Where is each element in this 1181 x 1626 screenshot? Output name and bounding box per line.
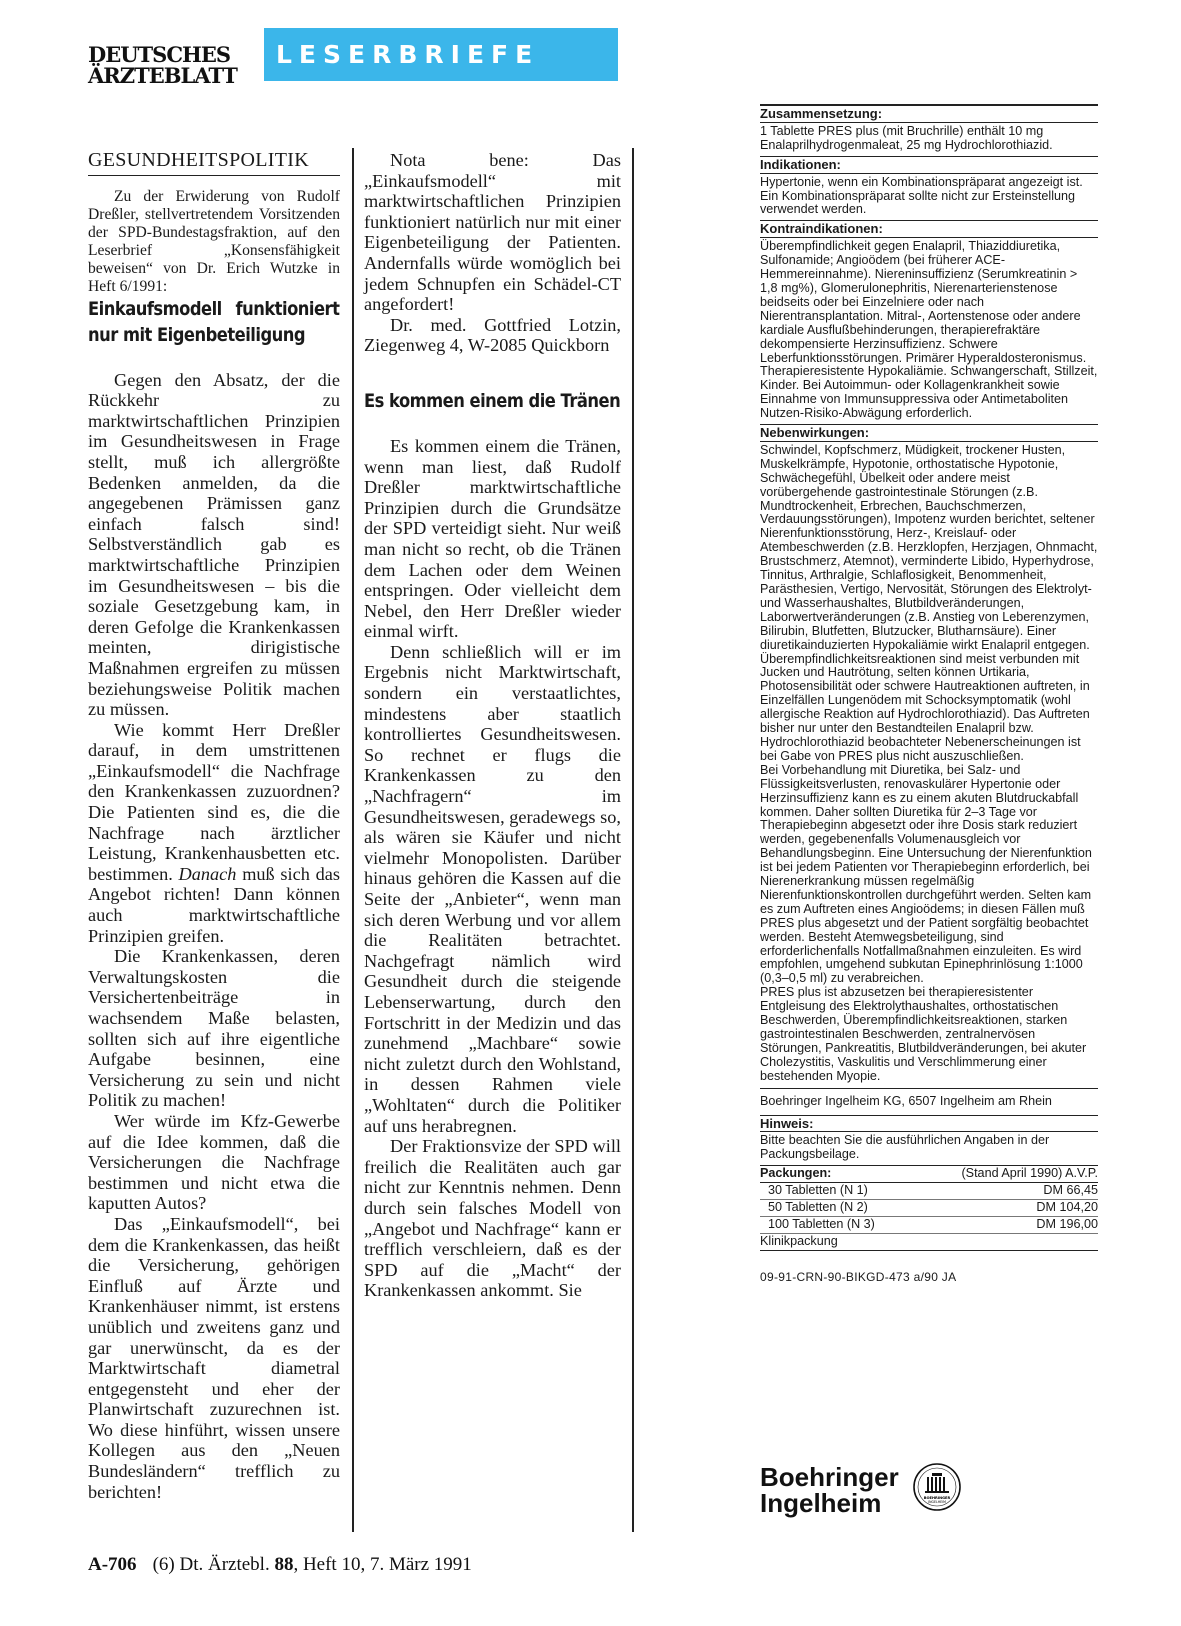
letter1-paragraph: Das „Einkaufsmodell“, bei dem die Krankenkassen, das heißt die Versicherung, gehörigen Einfluß auf Ärzte und Krankenhäuser nimmt, ist erstens unüblich und zweitens ganz und gar unerwünscht, da es der Marktwirtschaft diametral entgegensteht und eher der Planwirtschaft zuzurechnen ist. Wo diese hinführt, wissen unsere Kollegen aus den „Neuen Bundesländern“ trefflich zu berichten! [88, 1213, 340, 1502]
column-2 [364, 150, 621, 1301]
rx-heading-indikationen: Indikationen: [760, 156, 1098, 174]
rx-heading-kontraindikationen: Kontraindikationen: [760, 220, 1098, 238]
pack-label: 100 Tabletten (N 3) [768, 1216, 875, 1231]
letter1-paragraph: Die Krankenkassen, deren Verwaltungskosten die Versichertenbeiträge in wachsendem Maße belasten, sollten sich auf ihre eigentliche Aufgabe besinnen, eine Versicherung zu sein und nicht Politik zu machen! [88, 946, 340, 1111]
letter1-signature: Dr. med. Gottfried Lotzin, Ziegenweg 4, W-2085 Quickborn [364, 314, 621, 356]
masthead [88, 44, 237, 86]
section-banner: LESERBRIEFE [264, 28, 618, 81]
letter2-paragraph: Der Fraktionsvize der SPD will freilich die Realitäten auch gar nicht zur Kenntnis nehmen. Denn durch sein falsches Modell von „Angebot und Nachfrage“ kann er trefflich verschleiern, daß es der SPD auf die „Macht“ der Krankenkassen ankommt. Sie [364, 1136, 621, 1301]
rx-heading-nebenwirkungen: Nebenwirkungen: [760, 424, 1098, 442]
masthead-line1: DEUTSCHES [88, 42, 231, 67]
pack-row [760, 1217, 1098, 1234]
citation: , Heft 10, 7. März 1991 [293, 1554, 472, 1575]
boehringer-seal-icon [912, 1462, 962, 1512]
masthead-line2: ÄRZTEBLATT [88, 63, 237, 88]
pack-header-stand: (Stand April 1990) A.V.P. [961, 1166, 1098, 1181]
brand-logo-text [760, 1464, 899, 1516]
svg-text:BOEHRINGER: BOEHRINGER [923, 1496, 951, 1500]
svg-text:INGELHEIM: INGELHEIM [928, 1500, 946, 1504]
pack-row [760, 1183, 1098, 1200]
letter1-paragraph [88, 720, 340, 947]
pack-label: 50 Tabletten (N 2) [768, 1200, 868, 1215]
rubric: GESUNDHEITSPOLITIK [88, 150, 340, 176]
letter1-paragraph: Nota bene: Das „Einkaufsmodell“ mit marktwirtschaftlichen Prinzipien funktioniert natürlich nur mit einer Eigenbeteiligung der Patienten. Andernfalls würde womöglich bei jedem Schnupfen ein Schädel-CT angefordert! [364, 150, 621, 315]
citation-volume: 88 [274, 1554, 294, 1575]
letter2-paragraph: Es kommen einem die Tränen, wenn man liest, daß Rudolf Dreßler marktwirtschaftliche Prinzipien durch die Grundsätze der SPD verteidigt sieht. Nur weiß man nicht so recht, ob die Tränen dem Lachen oder dem Weinen entspringen. Oder vielleicht dem Nebel, den Herr Dreßler wieder einmal wirft. [364, 435, 621, 642]
letter1-text: Wie kommt Herr Dreßler darauf, in dem umstrittenen „Einkaufsmodell“ die Nachfrage den Krankenkassen zuzuordnen? Die Patienten sind es, die die Nachfrage nach ärztlicher Leistung, Krankenhausbetten etc. bestimmen. [88, 719, 340, 884]
pack-header-label: Packungen: [760, 1166, 832, 1181]
spacer [364, 356, 621, 388]
letter1-paragraph: Wer würde im Kfz-Gewerbe auf die Idee kommen, daß die Versicherungen die Nachfrage bestimmen und nicht etwa die kaputten Autos? [88, 1110, 340, 1214]
pack-label: Klinikpackung [760, 1233, 838, 1248]
page-footer [88, 1554, 472, 1576]
rx-heading-hinweis: Hinweis: [760, 1115, 1098, 1133]
drug-info-box [760, 104, 1098, 1285]
intro-text: Zu der Erwiderung von Rudolf Dreßler, stellvertretendem Vorsitzenden der SPD-Bundestagsfraktion, auf den Leserbrief „Konsensfähigkeit beweisen“ von Dr. Erich Wutzke in Heft 6/1991: [88, 187, 340, 295]
rx-nebenwirkungen-text: PRES plus ist abzusetzen bei therapieresistenter Entgleisung des Elektrolythaushaltes, orthostatischen Beschwerden, Überempfindlichkeitsreaktionen, starken gastrointestinalen Beschwerden, zentralnervösen Störungen, Pankreatitis, Blutbildveränderungen, bei akuter Cholezystitis, Vaskulitis und Verschlimmerung einer bestehenden Myopie. [760, 985, 1087, 1083]
pack-row [760, 1200, 1098, 1217]
pack-price: DM 196,00 [1036, 1216, 1098, 1231]
column-rule [352, 148, 354, 1532]
brand-line1: Boehringer [760, 1462, 899, 1492]
letter1-headline: Einkaufsmodell funktioniert nur mit Eigenbeteiligung [88, 297, 340, 346]
rx-nebenwirkungen-text: Bei Vorbehandlung mit Diuretika, bei Salz- und Flüssigkeitsverlusten, renovaskulärer Hypertonie oder Herzinsuffizienz kann es zu einem akuten Blutdruckabfall kommen. Daher sollten Diuretika für 2–3 Tage vor Therapiebeginn abgesetzt oder ihre Dosis stark reduziert werden, gegebenenfalls Volumenausgleich vor Behandlungsbeginn. Eine Untersuchung der Nierenfunktion ist bei jedem Patienten vor Therapiebeginn erforderlich, bei Nierenerkrankung müssen regelmäßig Nierenfunktionskontrollen durchgeführt werden. Selten kam es zum Auftreten eines Angioödems; in diesen Fällen muß PRES plus abgesetzt und der Patient sorgfältig beobachtet werden. Besteht Atemwegsbeteiligung, sind erforderlichenfalls Notfallmaßnahmen einzuleiten. Es wird empfohlen, umgehend subkutan Epinephrinlösung 1:1000 (0,3–0,5 ml) zu verabreichen. [760, 762, 1092, 986]
letter1-emphasis: Danach [178, 863, 237, 884]
ad-code: 09-91-CRN-90-BIKGD-473 a/90 JA [760, 1269, 957, 1284]
letter2-headline: Es kommen einem die Tränen [364, 389, 621, 412]
pack-table-header [760, 1165, 1098, 1183]
rx-kontraindikationen: Überempfindlichkeit gegen Enalapril, Thiaziddiuretika, Sulfonamide; Angioödem (bei früherer ACE-Hemmereinnahme). Niereninsuffizienz (Serumkreatinin > 1,8 mg%), Glomerulonephritis, Nierenarterienstenose beidseits oder bei Einzelniere oder nach Nierentransplantation. Mitral-, Aortenstenose oder andere kardiale Ausflußbehinderungen, therapierefraktäre dekompensierte Herzinsuffizienz. Schwere Leberfunktionsstörungen. Primärer Hyperaldosteronismus. Therapieresistente Hypokaliämie. Schwangerschaft, Stillzeit, Kinder. Bei Autoimmun- oder Kollagenkrankheit sowie Einnahme von Immunsuppressiva oder Antimetaboliten Nutzen-Risiko-Abwägung erforderlich. [760, 239, 1098, 421]
rx-hinweis: Bitte beachten Sie die ausführlichen Angaben in der Packungsbeilage. [760, 1133, 1050, 1162]
rx-nebenwirkungen [760, 444, 1098, 1084]
letter1-paragraph: Gegen den Absatz, der die Rückkehr zu marktwirtschaftlichen Prinzipien im Gesundheitswesen in Frage stellt, muß ich allergrößte Bedenken anmelden, da die angegebenen Prämissen ganz einfach falsch sind! Selbstverständlich gab es marktwirtschaftliche Prinzipien im Gesundheitswesen – bis die soziale Gesetzgebung kam, in deren Gefolge die Krankenkassen meinten, dirigistische Maßnahmen ergreifen zu müssen beziehungsweise Politik machen zu müssen. [88, 369, 340, 720]
rx-zusammensetzung: 1 Tablette PRES plus (mit Bruchrille) enthält 10 mg Enalaprilhydrogenmaleat, 25 mg Hydrochlorothiazid. [760, 123, 1053, 152]
letter2-paragraph: Denn schließlich will er im Ergebnis nicht Marktwirtschaft, sondern ein verstaatlichtes, mindestens aber staatlich kontrolliertes Gesundheitswesen. So rechnet er flugs die Krankenkassen zu den „Nachfragern“ im Gesundheitswesen, geradewegs so, als wären sie Käufer und nicht vielmehr Monopolisten. Darüber hinaus gehören die Kassen auf die Seite der „Anbieter“, wenn man sich deren Werbung und vor allem die Realitäten betrachtet. Nachgefragt nämlich wird Gesundheit durch die steigende Lebenserwartung, durch den Fortschritt in der Medizin und das zunehmend „Machbare“ sowie nicht zuletzt durch den Wohlstand, in dessen Rahmen viele „Wohltaten“ durch die Politiker auf uns herabregnen. [364, 641, 621, 1136]
pack-label: 30 Tabletten (N 1) [768, 1183, 868, 1198]
pack-price: DM 66,45 [1043, 1183, 1098, 1198]
page-number: A-706 [88, 1554, 137, 1575]
rx-heading-zusammensetzung: Zusammensetzung: [760, 104, 1098, 123]
column-1 [88, 150, 340, 1502]
rx-nebenwirkungen-text: Schwindel, Kopfschmerz, Müdigkeit, trockener Husten, Muskelkrämpfe, Hypotonie, orthostatische Hypotonie, Schwächegefühl, Übelkeit oder andere meist vorübergehende gastrointestinale Störungen (z.B. Mundtrockenheit, Erbrechen, Bauchschmerzen, Verdauungsstörungen), Impotenz wurden berichtet, seltener Nierenfunktionsstörung, Herz-, Kreislauf- oder Atembeschwerden (z.B. Herzklopfen, Herzjagen, Ohnmacht, Brustschmerz, Atemnot), verminderte Libido, Hyperhydrose, Tinnitus, Arthralgie, Schlaflosigkeit, Benommenheit, Parästhesien, Vertigo, Nervosität, Störungen des Elektrolyt- und Wasserhaushaltes, Blutbildveränderungen, Laborwertveränderungen (z.B. Anstieg von Leberenzymen, Bilirubin, Blutfetten, Blutzucker, Blutharnsäure). Einer diuretikainduzierten Hypokaliämie wirkt Enalapril entgegen. Überempfindlichkeitsreaktionen sind meist verbunden mit Jucken und Hautrötung, selten können Urtikaria, Photosensibilität oder schwere Hautreaktionen auftreten, in Einzelfällen Lungenödem mit Schocksymptomatik (wohl allergische Reaktion auf Hydrochlorothiazid). Das Auftreten bisher nur unter den Bestandteilen Enalapril bzw. Hydrochlorothiazid beobachteter Nebenerscheinungen ist bei Gabe von PRES plus nicht auszuschließen. [760, 442, 1098, 763]
rx-company: Boehringer Ingelheim KG, 6507 Ingelheim am Rhein [760, 1088, 1098, 1115]
pack-price: DM 104,20 [1036, 1200, 1098, 1215]
column-rule [632, 148, 634, 1532]
citation: (6) Dt. Ärztebl. [152, 1554, 275, 1575]
brand-line2: Ingelheim [760, 1488, 882, 1518]
letter1-text: muß sich das Angebot richten! Dann können auch marktwirtschaftliche Prinzipien greifen. [88, 863, 340, 946]
rx-indikationen: Hypertonie, wenn ein Kombinationspräparat angezeigt ist. Ein Kombinationspräparat sollte nicht zur Ersteinstellung verwendet werden. [760, 174, 1083, 217]
pack-row-klinik [760, 1234, 1098, 1251]
